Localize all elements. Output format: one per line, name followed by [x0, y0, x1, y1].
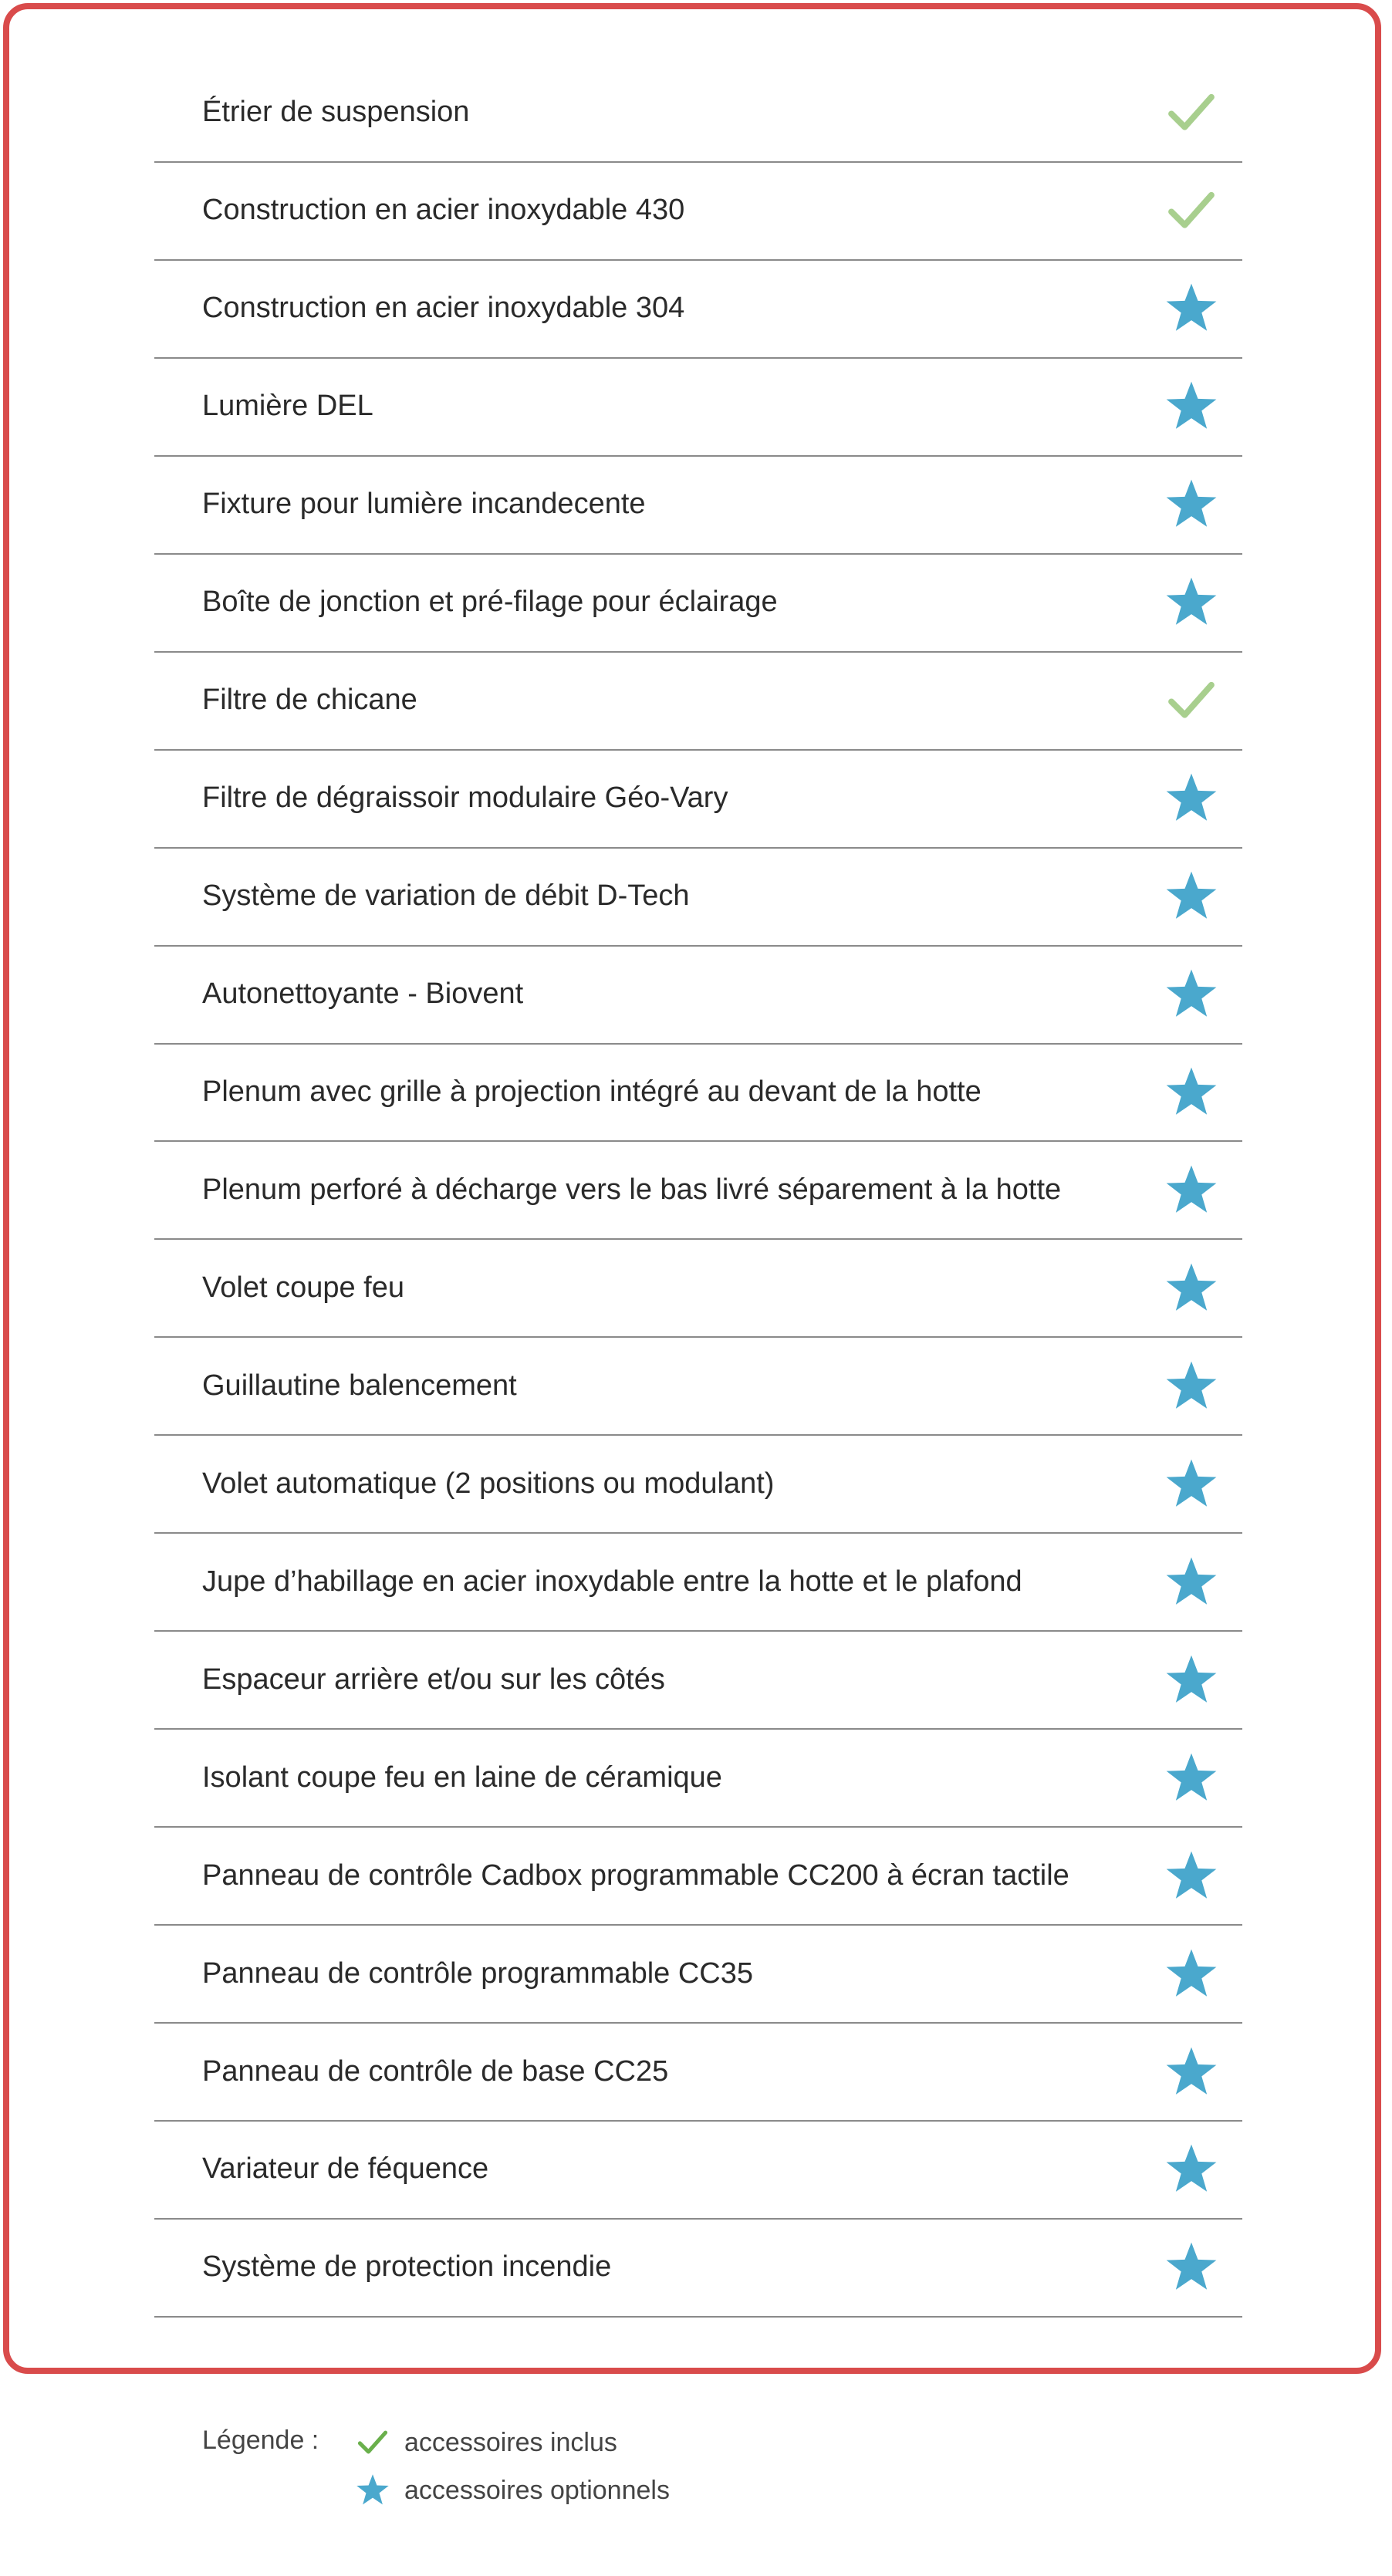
star-icon: [1164, 967, 1219, 1022]
star-icon: [1164, 379, 1219, 434]
star-icon: [1164, 575, 1219, 630]
list-item: [154, 1926, 1242, 2024]
star-icon: [1164, 2142, 1219, 2197]
legend-included-label: accessoires inclus: [404, 2427, 617, 2457]
list-item: [154, 65, 1242, 163]
list-item: [154, 1045, 1242, 1143]
legend-included: [355, 2422, 617, 2463]
list-item-label: Fixture pour lumière incandecente: [202, 488, 646, 521]
list-item: [154, 653, 1242, 751]
list-item: [154, 2220, 1242, 2318]
legend-optional-label: accessoires optionnels: [404, 2475, 670, 2505]
list-item-label: Filtre de chicane: [202, 684, 417, 717]
list-item-label: Volet coupe feu: [202, 1271, 404, 1305]
list-item-label: Étrier de suspension: [202, 96, 470, 129]
list-item: [154, 1730, 1242, 1828]
star-icon: [1164, 2044, 1219, 2100]
list-item: [154, 1338, 1242, 1436]
list-item: [154, 849, 1242, 947]
star-icon: [1164, 477, 1219, 532]
check-icon: [1164, 85, 1219, 140]
list-item-label: Autonettoyante - Biovent: [202, 977, 524, 1011]
list-item-label: Panneau de contrôle Cadbox programmable CC200 à écran tactile: [202, 1859, 1069, 1892]
check-icon: [1164, 673, 1219, 728]
check-icon: [1164, 183, 1219, 238]
list-item-label: Espaceur arrière et/ou sur les côtés: [202, 1663, 665, 1696]
list-item: [154, 359, 1242, 457]
list-item: [154, 163, 1242, 261]
star-icon: [1164, 771, 1219, 826]
list-item: [154, 1828, 1242, 1926]
star-icon: [1164, 1848, 1219, 1904]
star-icon: [1164, 1163, 1219, 1218]
list-item-label: Système de variation de débit D-Tech: [202, 879, 690, 913]
list-item-label: Jupe d’habillage en acier inoxydable entre la hotte et le plafond: [202, 1565, 1022, 1598]
list-item-label: Variateur de féquence: [202, 2152, 489, 2186]
list-item: [154, 2122, 1242, 2220]
list-item-label: Isolant coupe feu en laine de céramique: [202, 1761, 722, 1794]
list-item: [154, 555, 1242, 653]
list-item: [154, 457, 1242, 555]
list-item-label: Plenum perforé à décharge vers le bas livré séparement à la hotte: [202, 1173, 1062, 1207]
list-item-label: Volet automatique (2 positions ou modulant): [202, 1467, 775, 1501]
star-icon: [1164, 1751, 1219, 1806]
star-icon: [1164, 2240, 1219, 2295]
list-item: [154, 1632, 1242, 1730]
list-item-label: Guillautine balencement: [202, 1369, 517, 1403]
list-item: [154, 1142, 1242, 1240]
star-icon: [1164, 1946, 1219, 2002]
star-icon: [1164, 1065, 1219, 1120]
star-icon: [1164, 1555, 1219, 1610]
list-item-label: Plenum avec grille à projection intégré au devant de la hotte: [202, 1075, 981, 1109]
list-item: [154, 261, 1242, 359]
list-item: [154, 751, 1242, 849]
list-item-label: Lumière DEL: [202, 390, 373, 423]
list-item-label: Construction en acier inoxydable 304: [202, 292, 685, 325]
list-item: [154, 1436, 1242, 1534]
list-item-label: Panneau de contrôle programmable CC35: [202, 1956, 753, 1990]
list-item-label: Panneau de contrôle de base CC25: [202, 2054, 669, 2088]
list-item-label: Boîte de jonction et pré-filage pour éclairage: [202, 586, 778, 619]
legend-title: Légende :: [202, 2426, 319, 2455]
list-item: [154, 2024, 1242, 2122]
list-item-label: Construction en acier inoxydable 430: [202, 194, 685, 227]
list-item-label: Système de protection incendie: [202, 2250, 612, 2284]
star-icon: [1164, 281, 1219, 336]
star-icon: [1164, 1359, 1219, 1414]
legend: [202, 2422, 897, 2523]
list-item: [154, 1534, 1242, 1632]
list-item: [154, 947, 1242, 1045]
star-icon: [1164, 1457, 1219, 1512]
list-item-label: Filtre de dégraissoir modulaire Géo-Vary: [202, 782, 728, 815]
list-item: [154, 1240, 1242, 1338]
check-icon: [355, 2425, 404, 2460]
star-icon: [1164, 869, 1219, 924]
star-icon: [1164, 1261, 1219, 1316]
star-icon: [355, 2473, 404, 2508]
star-icon: [1164, 1653, 1219, 1708]
legend-optional: [355, 2470, 670, 2510]
accessories-list: [154, 65, 1242, 2318]
